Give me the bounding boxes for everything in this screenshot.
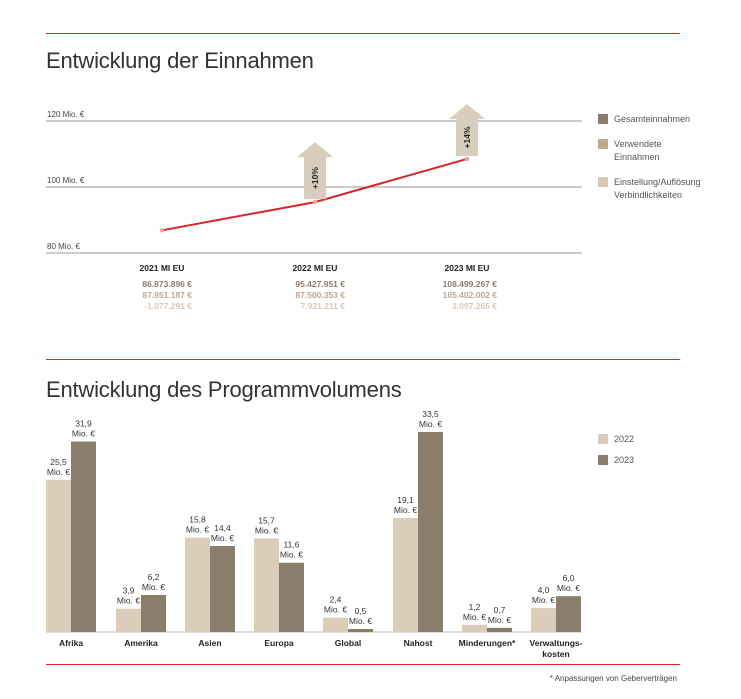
bottom-rule xyxy=(46,664,680,665)
bar-unit-label: Mio. € xyxy=(393,504,418,515)
bar-2023 xyxy=(556,596,581,632)
bar-2022 xyxy=(46,480,71,632)
bar-2023 xyxy=(418,432,443,632)
bar-unit-label: Mio. € xyxy=(185,524,210,535)
year-header: 2022 MI EU xyxy=(292,263,338,273)
value-label: 105.402.002 € xyxy=(442,290,497,300)
bar-2022 xyxy=(393,518,418,632)
bar-2022 xyxy=(254,538,279,632)
bar-unit-label: Mio. € xyxy=(46,466,71,477)
legend-swatch-gesamt xyxy=(598,114,608,124)
bar-2022 xyxy=(185,538,210,632)
value-label: 95.427.951 € xyxy=(295,279,345,289)
value-label: 87.951.187 € xyxy=(142,290,192,300)
bar-2023 xyxy=(279,563,304,632)
category-label: Asien xyxy=(198,638,222,648)
bar-unit-label: Mio. € xyxy=(487,614,512,625)
bar-unit-label: Mio. € xyxy=(141,581,166,592)
category-label: kosten xyxy=(542,649,570,659)
bar-value-label: 15,8 xyxy=(189,514,206,525)
value-label: -1.077.291 € xyxy=(144,301,192,311)
footnote: * Anpassungen von Geberverträgen xyxy=(549,674,677,683)
bar-value-label: 0,7 xyxy=(493,604,506,615)
bar-value-label: 19,1 xyxy=(397,494,414,505)
y-tick-label: 80 Mio. € xyxy=(47,242,80,251)
legend-label-verwendet: Verwendete Einnahmen xyxy=(614,139,662,162)
bar-value-label: 31,9 xyxy=(75,418,92,429)
bar-value-label: 2,4 xyxy=(329,594,342,605)
bar-unit-label: Mio. € xyxy=(462,611,487,622)
category-label: Global xyxy=(334,638,362,648)
bar-value-label: 1,2 xyxy=(468,601,481,612)
legend-swatch-verwendet xyxy=(598,139,608,149)
bar-unit-label: Mio. € xyxy=(418,419,443,429)
bar-value-label: 3,9 xyxy=(122,585,135,596)
income-line-chart xyxy=(0,60,600,350)
data-point-1 xyxy=(313,200,317,204)
bar-value-label: 33,5 xyxy=(422,409,439,419)
category-label: Amerika xyxy=(124,638,158,648)
middle-rule xyxy=(46,359,680,360)
legend-item-verwendet xyxy=(598,138,701,164)
bar-2023 xyxy=(210,546,235,632)
volume-legend xyxy=(598,433,634,475)
bar-2022 xyxy=(116,609,141,632)
bar-unit-label: Mio. € xyxy=(348,616,373,627)
legend-swatch-2022 xyxy=(598,434,608,444)
section2-title: Entwicklung des Programmvolumens xyxy=(46,377,402,402)
growth-label: +14% xyxy=(462,126,472,149)
bar-value-label: 11,6 xyxy=(283,539,300,550)
bar-value-label: 0,5 xyxy=(354,606,367,617)
income-legend xyxy=(598,113,701,214)
value-label: 86.873.896 € xyxy=(142,279,192,289)
value-label: 87.500.353 € xyxy=(295,290,345,300)
program-volume-bar-chart xyxy=(0,410,600,670)
year-header: 2021 MI EU xyxy=(139,263,185,273)
legend-item-2023 xyxy=(598,454,634,467)
bar-value-label: 6,0 xyxy=(562,573,575,584)
growth-label: +10% xyxy=(310,167,320,190)
data-point-0 xyxy=(160,228,164,232)
top-rule xyxy=(46,33,680,34)
category-label: Verwaltungs- xyxy=(529,638,583,648)
value-label: 108.499.267 € xyxy=(442,279,497,289)
legend-swatch-2023 xyxy=(598,455,608,465)
bar-2023 xyxy=(348,629,373,632)
bar-unit-label: Mio. € xyxy=(556,583,581,594)
bar-2023 xyxy=(487,628,512,632)
value-label: 7.921.211 € xyxy=(300,301,345,311)
value-label: 3.097.265 € xyxy=(452,301,497,311)
bar-2022 xyxy=(531,608,556,632)
bar-value-label: 4,0 xyxy=(537,585,550,596)
category-label: Minderungen* xyxy=(458,638,516,648)
category-label: Afrika xyxy=(58,638,84,648)
bar-unit-label: Mio. € xyxy=(279,549,304,560)
bar-unit-label: Mio. € xyxy=(531,595,556,606)
bar-2022 xyxy=(462,625,487,632)
bar-2022 xyxy=(323,618,348,632)
bar-value-label: 25,5 xyxy=(50,456,67,467)
legend-swatch-einstellung xyxy=(598,177,608,187)
legend-label-2023: 2023 xyxy=(614,455,635,465)
bar-2023 xyxy=(71,442,96,632)
bar-value-label: 6,2 xyxy=(147,571,160,582)
legend-label-gesamt: Gesamteinnahmen xyxy=(614,114,691,124)
bar-unit-label: Mio. € xyxy=(210,533,235,544)
category-label: Europa xyxy=(264,638,294,648)
bar-unit-label: Mio. € xyxy=(323,604,348,615)
legend-label-einstellung: Einstellung/Auflösung Verbindlichkeiten xyxy=(614,177,701,200)
bar-value-label: 14,4 xyxy=(214,523,231,534)
section1-title: Entwicklung der Einnahmen xyxy=(46,48,314,73)
y-tick-label: 120 Mio. € xyxy=(47,110,85,119)
legend-item-gesamt xyxy=(598,113,701,126)
bar-unit-label: Mio. € xyxy=(116,595,141,606)
bar-value-label: 15,7 xyxy=(258,515,275,526)
data-point-2 xyxy=(465,157,469,161)
bar-2023 xyxy=(141,595,166,632)
bar-unit-label: Mio. € xyxy=(71,428,96,439)
year-header: 2023 MI EU xyxy=(444,263,490,273)
category-label: Nahost xyxy=(403,638,433,648)
legend-label-2022: 2022 xyxy=(614,434,635,444)
legend-item-einstellung xyxy=(598,176,701,202)
y-tick-label: 100 Mio. € xyxy=(47,176,85,185)
bar-unit-label: Mio. € xyxy=(254,525,279,536)
legend-item-2022 xyxy=(598,433,634,446)
